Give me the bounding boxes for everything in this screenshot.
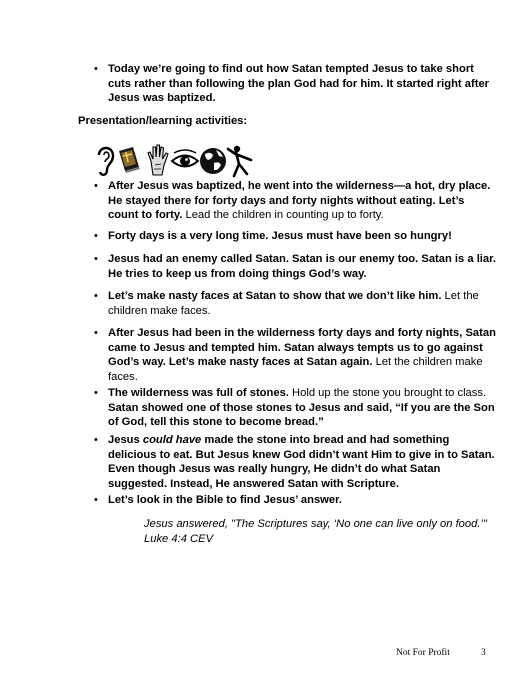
bullet-marker: • xyxy=(94,434,98,446)
bullet-marker: • xyxy=(94,387,98,399)
list-item: Let’s look in the Bible to find Jesus’ answer. xyxy=(108,494,342,506)
bible-icon xyxy=(119,147,140,173)
stretching-person-icon xyxy=(228,146,251,176)
section-heading: Presentation/learning activities: xyxy=(78,115,248,127)
quote-reference: Luke 4:4 CEV xyxy=(144,532,214,545)
list-item: Let’s make nasty faces at Satan to show that we don’t like him. Let the children make faces. xyxy=(108,290,479,317)
list-item: Forty days is a very long time. Jesus must have been so hungry! xyxy=(108,230,452,242)
bullet-marker: • xyxy=(94,230,98,242)
bullet-marker: • xyxy=(94,494,98,506)
scripture-quote xyxy=(144,517,504,546)
bullet-marker: • xyxy=(94,180,98,192)
list-item: After Jesus had been in the wilderness forty days and forty nights, Satan came to Jesus and tempted him. Satan always tempts us to go against God’s way. Let’s make nasty faces at Satan again. Let the children make faces. xyxy=(108,327,496,383)
list-item: The wilderness was full of stones. Hold up the stone you brought to class. Satan showed one of those stones to Jesus and said, “If you are the Son of God, tell this stone to become bread.” xyxy=(108,387,495,429)
footer-label: Not For Profit xyxy=(396,648,450,658)
hand-icon xyxy=(148,145,168,175)
intro-paragraph: Today we’re going to find out how Satan tempted Jesus to take short cuts rather than following the plan God had for him. It started right after Jesus was baptized. xyxy=(108,63,490,105)
page-number: 3 xyxy=(481,648,486,658)
bullet-marker: • xyxy=(94,63,98,75)
list-item: Jesus could have made the stone into bread and had something delicious to eat. But Jesus knew God didn’t want Him to give in to Satan. Even though Jesus was really hungry, He didn’t do what Satan suggested. Instead, He answered Satan with Scripture. xyxy=(108,434,495,490)
bullet-marker: • xyxy=(94,290,98,302)
globe-icon xyxy=(200,148,226,174)
activity-icons xyxy=(95,143,255,179)
list-item: After Jesus was baptized, he went into the wilderness—a hot, dry place. He stayed there for forty days and forty nights without eating. Let’s count to forty. Lead the children in counting up to forty. xyxy=(108,180,491,222)
ear-icon xyxy=(99,148,113,175)
quote-text: Jesus answered, "The Scriptures say, ‘No one can live only on food.’" xyxy=(144,518,487,530)
eye-icon xyxy=(172,150,198,167)
list-item: Jesus had an enemy called Satan. Satan is our enemy too. Satan is a liar. He tries to keep us from doing things God’s way. xyxy=(108,253,496,280)
bullet-marker: • xyxy=(94,253,98,265)
bullet-marker: • xyxy=(94,327,98,339)
